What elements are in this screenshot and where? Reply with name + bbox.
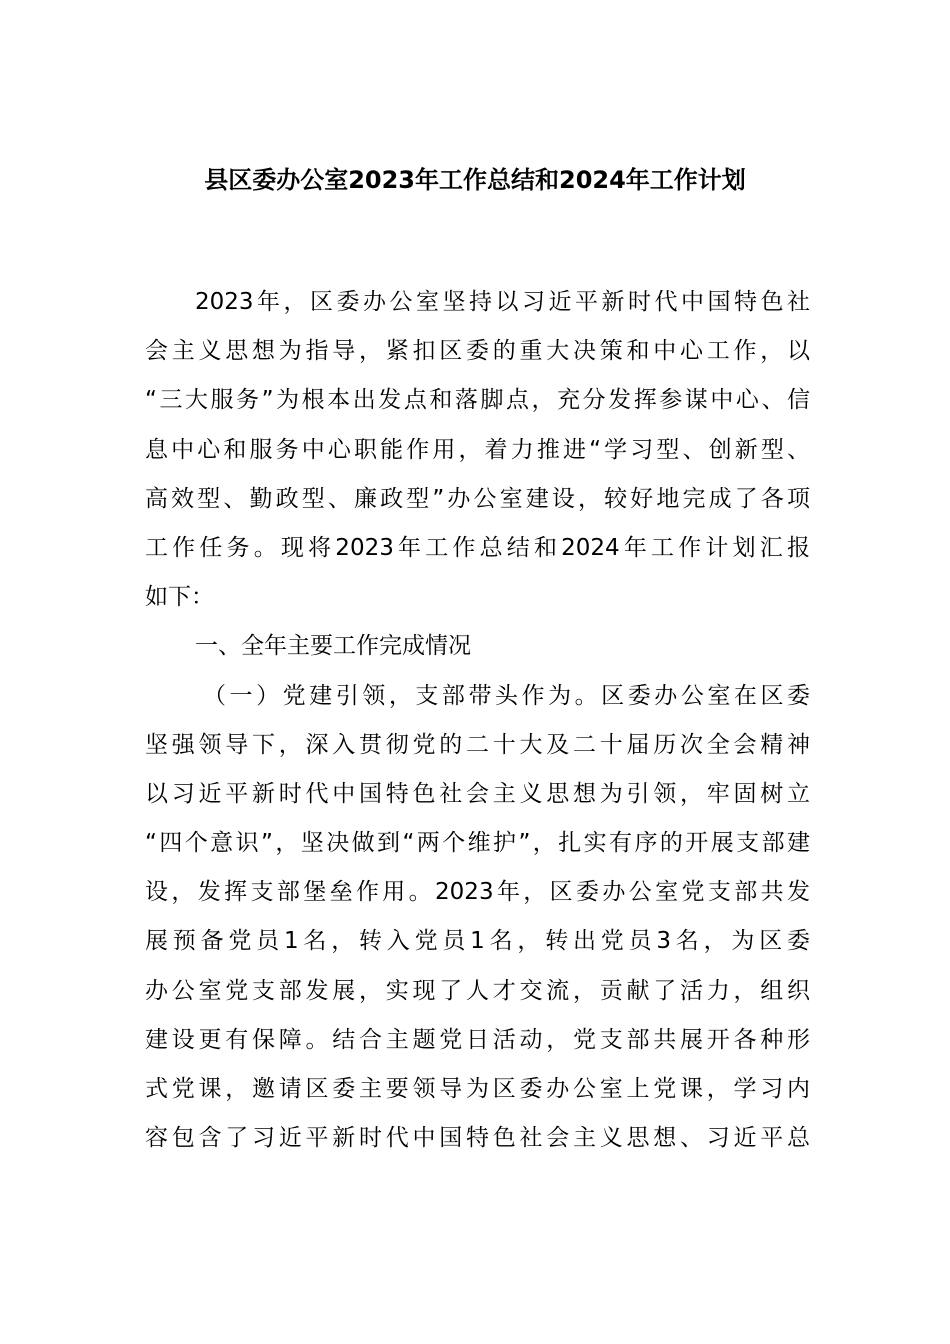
paragraph-line: 展预备党员1名，转入党员1名，转出党员3名，为区委 [145, 928, 810, 955]
section-heading: 一、全年主要工作完成情况 [195, 633, 471, 660]
paragraph-line: 工作任务。现将2023年工作总结和2024年工作计划汇报 [145, 534, 810, 561]
paragraph-line: 办公室党支部发展，实现了人才交流，贡献了活力，组织 [145, 977, 810, 1004]
paragraph-line: 以习近平新时代中国特色社会主义思想为引领，牢固树立 [145, 780, 810, 807]
paragraph-line: 设，发挥支部堡垒作用。2023年，区委办公室党支部共发 [145, 879, 810, 906]
subsection-line: （一）党建引领，支部带头作为。区委办公室在区委 [203, 682, 810, 709]
paragraph-line: 2023年，区委办公室坚持以习近平新时代中国特色社 [195, 289, 810, 315]
paragraph-line: 容包含了习近平新时代中国特色社会主义思想、习近平总 [145, 1125, 810, 1152]
paragraph-line: 会主义思想为指导，紧扣区委的重大决策和中心工作，以 [145, 338, 810, 365]
paragraph-line: “四个意识”，坚决做到“两个维护”，扎实有序的开展支部建 [145, 830, 810, 857]
document-body [145, 278, 810, 1163]
document-title: 县区委办公室2023年工作总结和2024年工作计划 [204, 166, 746, 194]
paragraph-line: 坚强领导下，深入贯彻党的二十大及二十届历次全会精神 [145, 731, 810, 758]
paragraph-line: 息中心和服务中心职能作用，着力推进“学习型、创新型、 [145, 436, 810, 463]
paragraph-line: 式党课，邀请区委主要领导为区委办公室上党课，学习内 [145, 1076, 810, 1102]
paragraph-line: “三大服务”为根本出发点和落脚点，充分发挥参谋中心、信 [145, 387, 810, 414]
paragraph-line: 如下： [145, 584, 214, 611]
paragraph-line: 建设更有保障。结合主题党日活动，党支部共展开各种形 [145, 1026, 810, 1053]
paragraph-line: 高效型、勤政型、廉政型”办公室建设，较好地完成了各项 [145, 485, 810, 512]
